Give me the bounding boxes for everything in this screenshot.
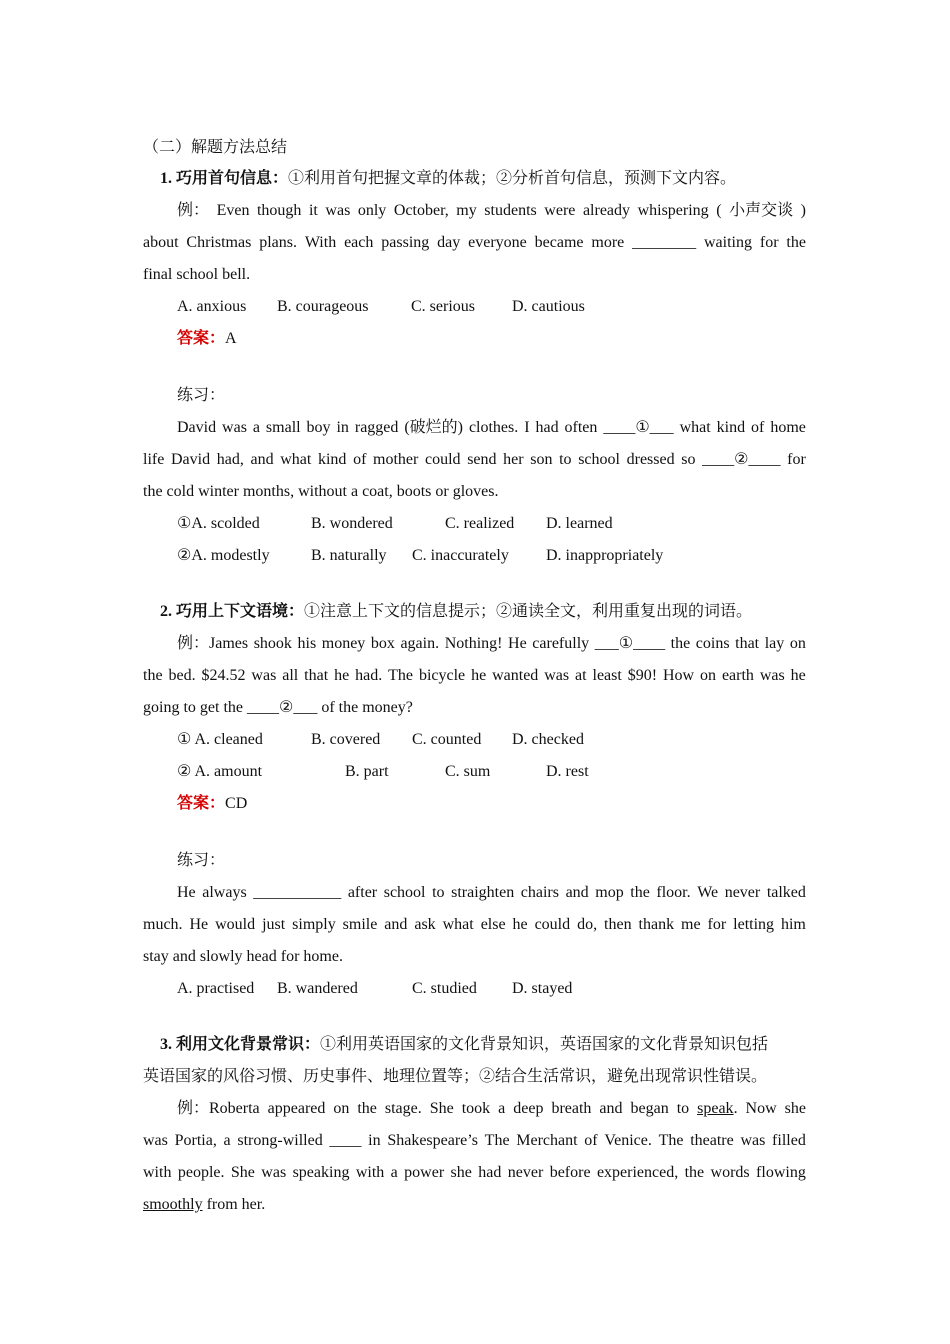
word: lay (764, 635, 785, 652)
word: son (530, 451, 553, 468)
word: was (222, 419, 247, 436)
word: Merchant (516, 1132, 578, 1149)
word: took (461, 1100, 491, 1117)
word: mop (595, 884, 624, 901)
method-1-description: ①利用首句把握文章的体裁；②分析首句信息，预测下文内容。 (288, 170, 737, 187)
word: then (604, 916, 632, 933)
word: people. (177, 1164, 225, 1181)
m1-example-line-3: final school bell. (143, 266, 251, 283)
word: The (388, 667, 414, 684)
word: and (599, 1100, 623, 1117)
word: everyone (468, 234, 527, 251)
word: kind (317, 451, 347, 468)
word: had (478, 1164, 502, 1181)
method-2-line (160, 602, 752, 622)
word: bed. (168, 667, 196, 684)
word: he (512, 916, 528, 933)
section-title: （二）解题方法总结 (143, 139, 288, 156)
word: carefully (532, 635, 590, 652)
word: to (676, 1100, 690, 1117)
word: waiting (704, 234, 752, 251)
word: whispering (637, 202, 709, 219)
word: she (784, 1100, 806, 1117)
method-3-description-2: 英语国家的风俗习惯、历史事件、地理位置等；②结合生活常识，避免出现常识性错误。 (143, 1068, 768, 1085)
word: what (679, 419, 711, 436)
word: ________ (632, 234, 697, 251)
word: to (432, 884, 445, 901)
word: plans. (259, 234, 297, 251)
m3-example-line-1 (177, 1099, 806, 1119)
option-b: B. wondered (311, 515, 393, 532)
word: passing (381, 234, 430, 251)
word: what (442, 916, 474, 933)
word: that (735, 635, 760, 652)
option-c: C. counted (412, 731, 482, 748)
m2-practice-line-1 (177, 883, 806, 903)
word: straighten (451, 884, 515, 901)
word: He (189, 916, 209, 933)
word: stage. (384, 1100, 422, 1117)
word: was (544, 667, 570, 684)
word: at (575, 667, 587, 684)
word: had (535, 419, 559, 436)
word: David (177, 419, 217, 436)
word: of (584, 1132, 598, 1149)
word: so (681, 451, 696, 468)
word: all (282, 667, 299, 684)
word: least (592, 667, 622, 684)
word: filled (772, 1132, 806, 1149)
method-3-heading: 3. 利用文化背景常识： (160, 1036, 321, 1053)
word: students (484, 202, 537, 219)
word: was (261, 1164, 287, 1181)
word: with (355, 1164, 385, 1181)
word: She (429, 1100, 454, 1117)
word: 例： (177, 202, 210, 219)
word: The (484, 1132, 510, 1149)
word: each (344, 234, 374, 251)
word: simply (292, 916, 336, 933)
answer-label: 答案： (177, 795, 226, 812)
word: life (143, 451, 165, 468)
word: home (770, 419, 806, 436)
word: dressed (626, 451, 675, 468)
m1-example-line-2 (143, 233, 806, 253)
word: do, (577, 916, 598, 933)
option-c: C. studied (412, 980, 477, 997)
word: power (404, 1164, 445, 1181)
word: ___①____ (594, 635, 666, 652)
m2-practice-line-2 (143, 915, 806, 935)
option-c: C. inaccurately (412, 547, 509, 564)
word: just (262, 916, 286, 933)
word: October, (393, 202, 449, 219)
word: With (304, 234, 337, 251)
word: letting (733, 916, 775, 933)
word: and (384, 916, 408, 933)
word: of (353, 451, 367, 468)
word: his (297, 635, 317, 652)
word: a (223, 1132, 231, 1149)
word: earth (721, 667, 754, 684)
word: often (564, 419, 598, 436)
word: already (582, 202, 631, 219)
word: with (143, 1164, 172, 1181)
word: never (507, 1164, 544, 1181)
m1-practice-line-2 (143, 450, 806, 470)
word: box (370, 635, 395, 652)
word: small (265, 419, 301, 436)
word: strong-willed (237, 1132, 323, 1149)
word: the (357, 1100, 377, 1117)
word: experienced, (596, 1164, 679, 1181)
word: it (308, 202, 318, 219)
option-d: D. rest (546, 763, 589, 780)
word: a (498, 1100, 506, 1117)
word: had, (216, 451, 244, 468)
word: smile (342, 916, 378, 933)
method-3-description: ①利用英语国家的文化背景知识，英语国家的文化背景知识包括 (320, 1036, 769, 1053)
word: words (710, 1164, 750, 1181)
m1-practice-label: 练习： (177, 387, 226, 404)
word: and (250, 451, 274, 468)
word: clothes. (468, 419, 519, 436)
answer-value: CD (225, 795, 248, 812)
word: ) (800, 202, 806, 219)
word: How (663, 667, 695, 684)
option-d: D. cautious (512, 298, 585, 315)
m1-practice-line-1 (177, 418, 806, 438)
word: the (143, 667, 163, 684)
method-2-description: ①注意上下文的信息提示；②通读全文，利用重复出现的词语。 (304, 603, 753, 620)
word: send (467, 451, 497, 468)
word: much. (143, 916, 183, 933)
word: appeared (267, 1100, 326, 1117)
word: We (697, 884, 719, 901)
word: was (759, 667, 785, 684)
word: would (215, 916, 256, 933)
word: that (304, 667, 329, 684)
word: ____①___ (603, 419, 674, 436)
word: could (534, 916, 571, 933)
word: he (334, 667, 350, 684)
answer-value: A (225, 330, 237, 347)
word: was (740, 1132, 766, 1149)
option-a: ① A. cleaned (177, 731, 263, 748)
word: boy (306, 419, 331, 436)
word: he (790, 667, 806, 684)
word: ____②____ (702, 451, 781, 468)
word: ____ (329, 1132, 362, 1149)
method-2-heading: 2. 巧用上下文语境： (160, 603, 305, 620)
word: money (321, 635, 366, 652)
word: (破烂的) (404, 419, 463, 436)
word: speak. (697, 1100, 738, 1117)
word: she (450, 1164, 472, 1181)
word: was (143, 1132, 168, 1149)
word: of (751, 419, 765, 436)
option-d: D. stayed (512, 980, 573, 997)
word: 例：James (177, 635, 249, 652)
option-b: B. courageous (277, 298, 369, 315)
word: talked (766, 884, 806, 901)
word: the (630, 884, 650, 901)
m1-answer (177, 329, 237, 349)
word: had. (355, 667, 383, 684)
word: in (368, 1132, 381, 1149)
method-1-line (160, 169, 736, 189)
m3-example-line-4 (143, 1195, 265, 1215)
word: for (707, 916, 727, 933)
option-a: ②A. modestly (177, 547, 270, 564)
m2-practice-line-3: stay and slowly head for home. (143, 948, 343, 965)
word: speaking (292, 1164, 350, 1181)
m2-example-line-3: going to get the ____②___ of the money? (143, 699, 413, 716)
word: what (280, 451, 312, 468)
word: ragged (354, 419, 399, 436)
word: the (786, 234, 806, 251)
word: floor. (656, 884, 691, 901)
option-a: ①A. scolded (177, 515, 260, 532)
option-b: B. naturally (311, 547, 387, 564)
word: Christmas (186, 234, 252, 251)
word: began (630, 1100, 669, 1117)
word: a (390, 1164, 398, 1181)
word: 小声交谈 (729, 202, 794, 219)
word: Even (216, 202, 250, 219)
word: in (336, 419, 349, 436)
word: he (471, 667, 487, 684)
method-1-heading: 1. 巧用首句信息： (160, 170, 289, 187)
answer-label: 答案： (177, 330, 226, 347)
option-c: C. serious (411, 298, 475, 315)
word: was (251, 667, 277, 684)
word: my (456, 202, 477, 219)
word: her (503, 451, 524, 468)
word: $90! (627, 667, 658, 684)
word: and (565, 884, 589, 901)
option-d: D. inappropriately (546, 547, 664, 564)
line-rest: from her. (202, 1196, 266, 1213)
option-a: A. anxious (177, 298, 247, 315)
option-d: D. learned (546, 515, 613, 532)
word: him (780, 916, 806, 933)
word: She (230, 1164, 255, 1181)
word: on (700, 667, 717, 684)
m2-example-line-2 (143, 666, 806, 686)
underlined-word: smoothly (143, 1196, 203, 1213)
word: Shakespeare’s (387, 1132, 478, 1149)
option-c: C. sum (445, 763, 491, 780)
word: to (559, 451, 572, 468)
m2-practice-label: 练习： (177, 852, 226, 869)
word: only (357, 202, 387, 219)
word: could (425, 451, 461, 468)
word: again. (400, 635, 440, 652)
word: became (534, 234, 584, 251)
option-b: B. part (345, 763, 389, 780)
word: He (177, 884, 196, 901)
word: wanted (492, 667, 539, 684)
word: ask (414, 916, 436, 933)
word: thank (638, 916, 675, 933)
word: kind (716, 419, 746, 436)
word: Nothing! (444, 635, 503, 652)
word: me (681, 916, 701, 933)
word: $24.52 (201, 667, 246, 684)
word: always (202, 884, 247, 901)
word: theatre (690, 1132, 734, 1149)
word: though (256, 202, 302, 219)
word: ( (716, 202, 722, 219)
word: before (549, 1164, 591, 1181)
word: David (170, 451, 211, 468)
option-b: B. covered (311, 731, 381, 748)
underlined-word: speak (697, 1100, 734, 1117)
word: flowing (756, 1164, 806, 1181)
word: else (480, 916, 506, 933)
word: I (524, 419, 530, 436)
option-b: B. wandered (277, 980, 358, 997)
m3-example-line-3 (143, 1163, 806, 1183)
word: on (333, 1100, 350, 1117)
word: more (591, 234, 625, 251)
option-a: ② A. amount (177, 763, 263, 780)
word: chairs (520, 884, 559, 901)
m3-example-line-2 (143, 1131, 806, 1151)
word: Venice. (604, 1132, 652, 1149)
word: deep (513, 1100, 544, 1117)
word: Now (745, 1100, 777, 1117)
word: bicycle (418, 667, 466, 684)
word: breath (551, 1100, 592, 1117)
option-a: A. practised (177, 980, 255, 997)
word: Portia, (174, 1132, 217, 1149)
method-3-line (160, 1035, 768, 1055)
word: about (143, 234, 179, 251)
word: a (252, 419, 260, 436)
word: on (789, 635, 806, 652)
word: was (325, 202, 351, 219)
word: for (787, 451, 806, 468)
m1-practice-line-3: the cold winter months, without a coat, boots or gloves. (143, 483, 499, 500)
word: 例：Roberta (177, 1100, 260, 1117)
m2-example-line-1 (177, 634, 806, 654)
word: for (759, 234, 779, 251)
word: mother (373, 451, 419, 468)
option-d: D. checked (512, 731, 584, 748)
m2-answer (177, 794, 247, 814)
word: coins (695, 635, 730, 652)
word: never (724, 884, 761, 901)
word: The (658, 1132, 684, 1149)
word: shook (253, 635, 292, 652)
m1-example-line-1 (177, 201, 806, 221)
word: the (684, 1164, 705, 1181)
word: day (437, 234, 461, 251)
option-c: C. realized (445, 515, 515, 532)
word: the (670, 635, 691, 652)
word: school (578, 451, 620, 468)
word: ___________ (253, 884, 342, 901)
word: He (508, 635, 527, 652)
word: were (544, 202, 576, 219)
word: school (383, 884, 426, 901)
word: after (347, 884, 378, 901)
